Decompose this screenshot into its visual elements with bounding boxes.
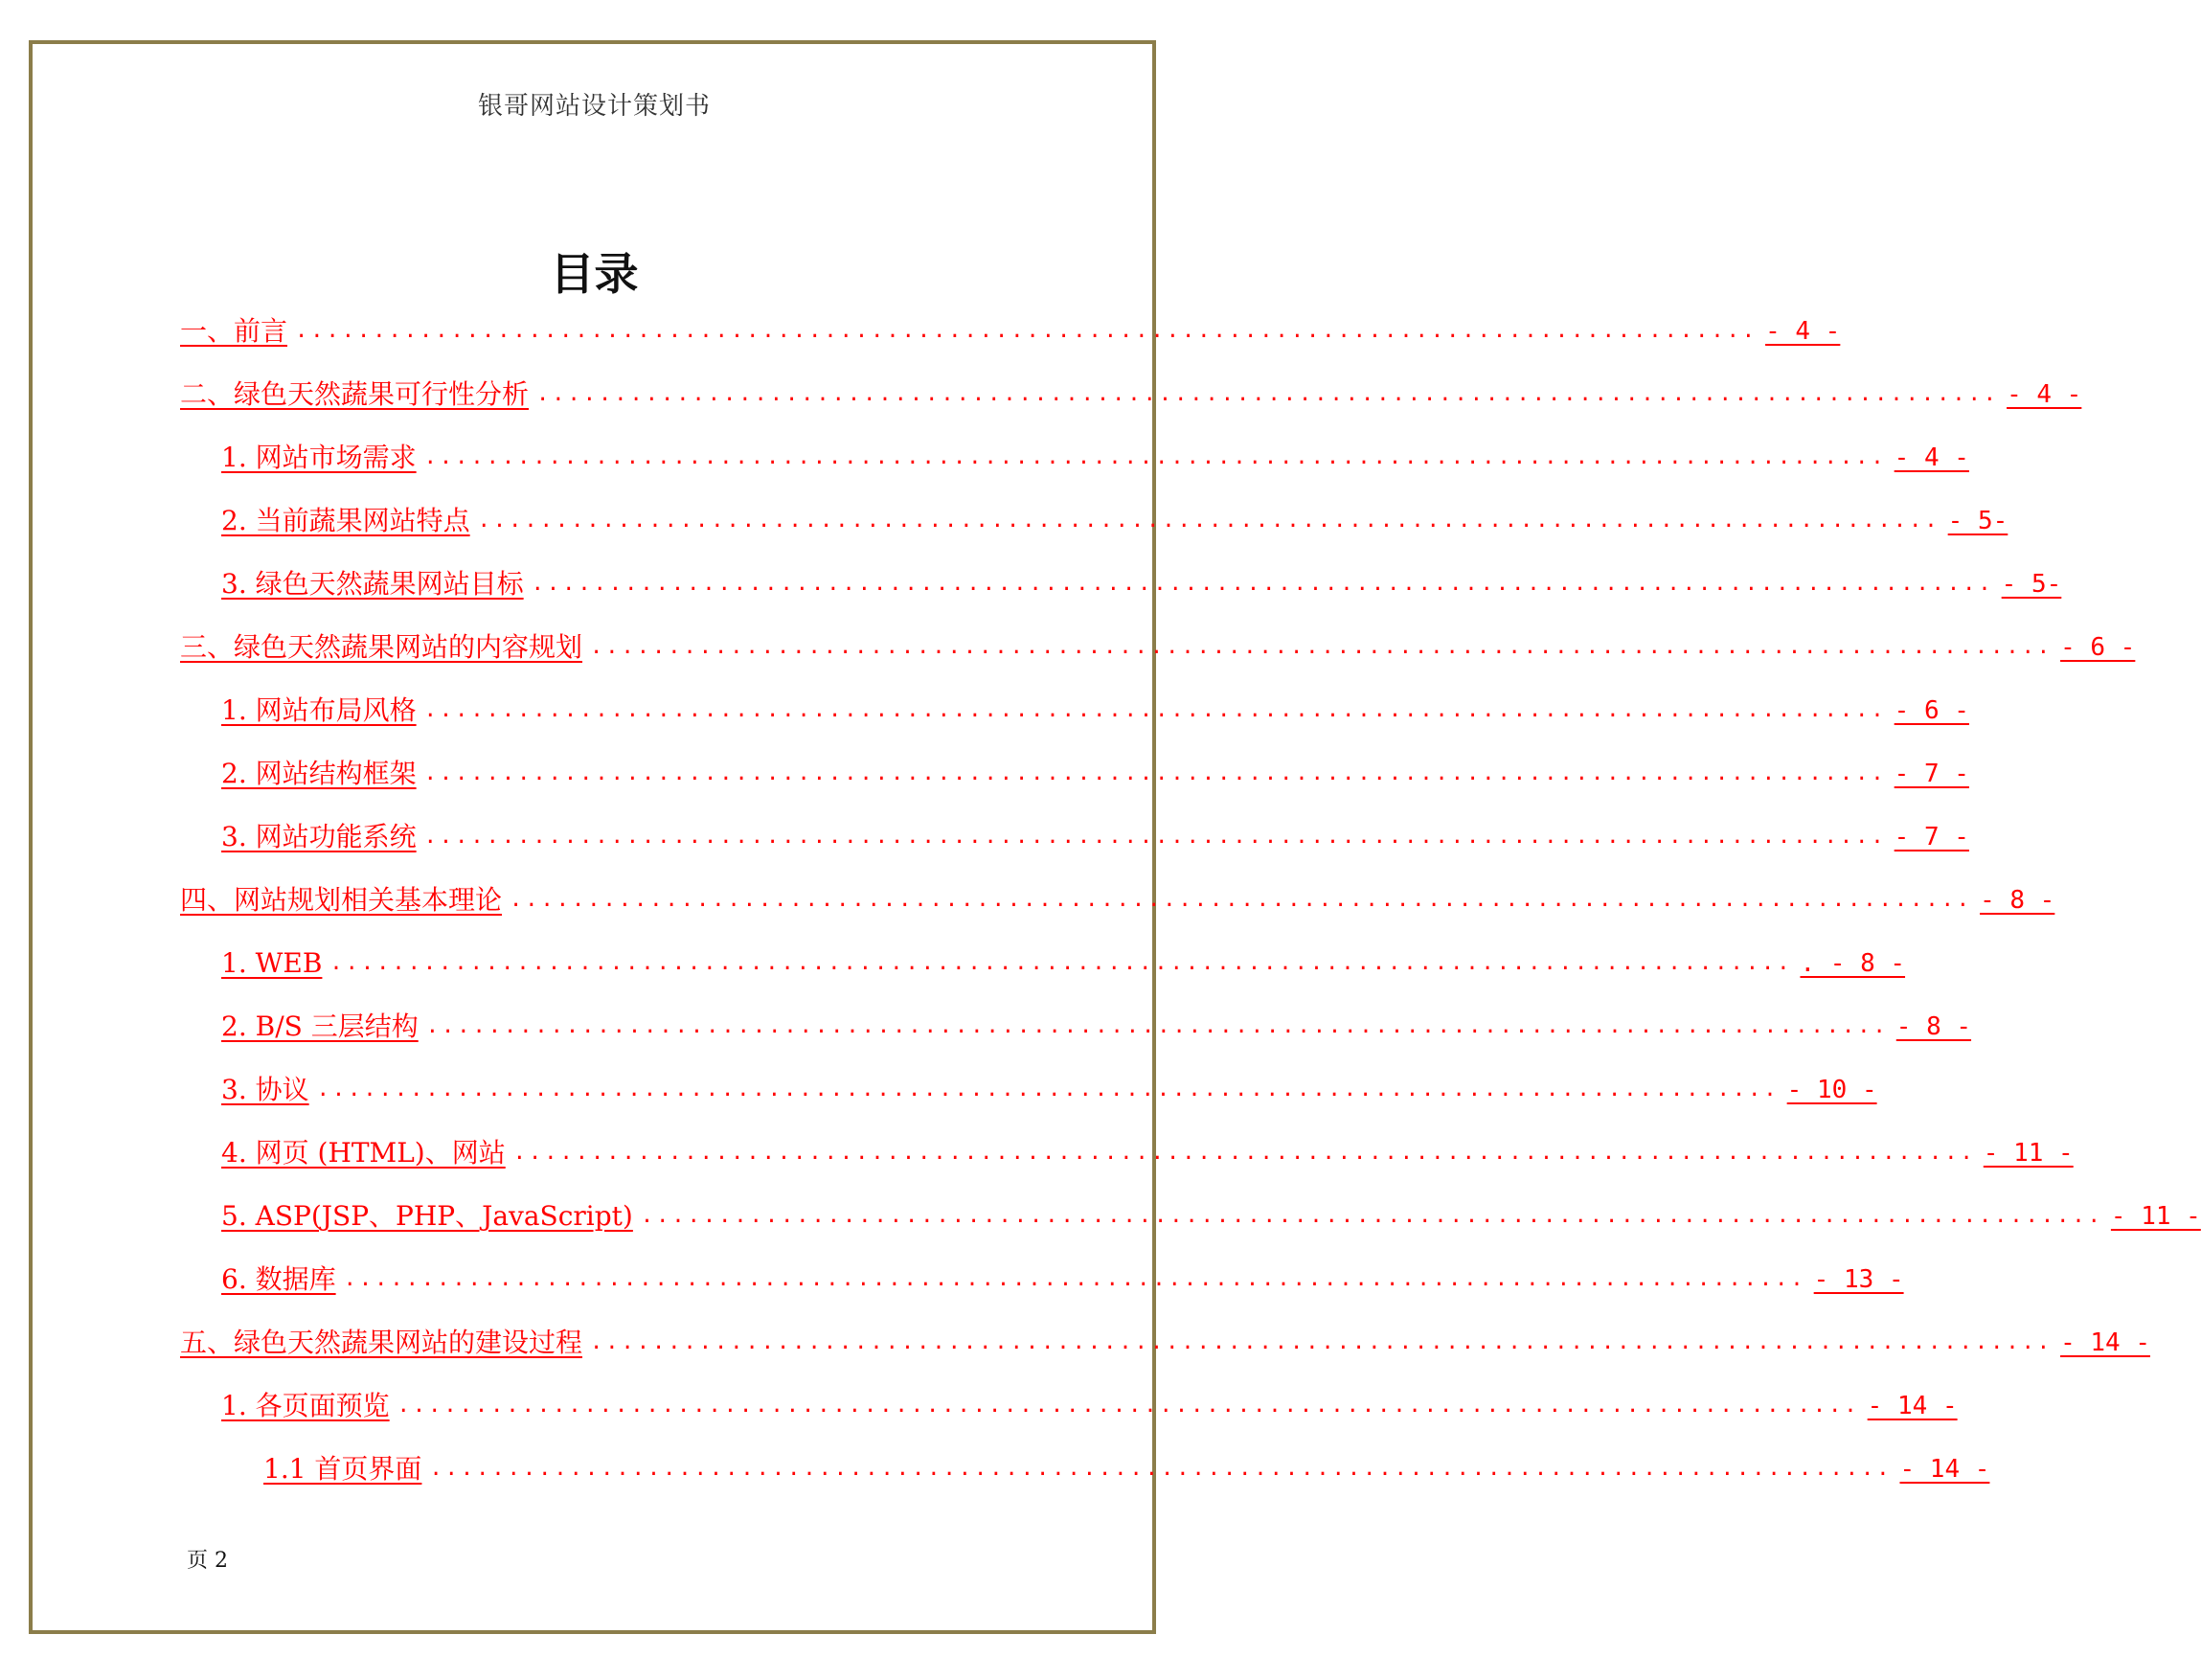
toc-entry-label: 1. 各页面预览 bbox=[221, 1390, 390, 1421]
document-header: 银哥网站设计策划书 bbox=[477, 92, 711, 121]
toc-entry-page: - 14 - bbox=[1867, 1392, 1958, 1420]
toc-entry-page: - 6 - bbox=[1894, 696, 1969, 725]
toc-title: 目录 bbox=[550, 248, 639, 300]
toc-entry-current-features[interactable] bbox=[221, 499, 2008, 537]
toc-entry-label: 3. 协议 bbox=[221, 1074, 309, 1105]
toc-entry-protocol[interactable] bbox=[221, 1068, 1877, 1106]
toc-leader-dots: .............................................................................................. bbox=[536, 382, 2000, 406]
toc-leader-dots: .............................................................................................. bbox=[316, 1078, 1780, 1101]
toc-leader-dots: .............................................................................................. bbox=[531, 572, 1994, 596]
toc-entry-page: . - 8 - bbox=[1800, 949, 1906, 978]
toc-leader-dots: .............................................................................................. bbox=[423, 761, 1887, 785]
toc-entry-structure[interactable] bbox=[221, 752, 1969, 790]
toc-entry-function-system[interactable] bbox=[221, 815, 1969, 853]
toc-entry-label: 3. 绿色天然蔬果网站目标 bbox=[221, 568, 524, 600]
toc-leader-dots: .............................................................................................. bbox=[512, 1141, 1976, 1165]
toc-leader-dots: .............................................................................................. bbox=[640, 1204, 2103, 1228]
toc-entry-page: - 6 - bbox=[2060, 633, 2136, 662]
toc-leader-dots: .............................................................................................. bbox=[343, 1267, 1806, 1291]
toc-leader-dots: .............................................................................................. bbox=[397, 1394, 1860, 1418]
toc-leader-dots: .............................................................................................. bbox=[423, 445, 1887, 469]
toc-leader-dots: .............................................................................................. bbox=[295, 319, 1759, 343]
toc-entry-page: - 14 - bbox=[2060, 1328, 2150, 1357]
toc-entry-label: 1. WEB bbox=[221, 947, 323, 979]
toc-entry-page: - 8 - bbox=[1980, 886, 2055, 915]
toc-entry-market-demand[interactable] bbox=[221, 436, 1969, 474]
toc-leader-dots: .............................................................................................. bbox=[423, 825, 1887, 849]
toc-entry-label: 1. 网站布局风格 bbox=[221, 694, 417, 726]
toc-entry-page: - 13 - bbox=[1813, 1265, 1904, 1294]
toc-entry-page: - 14 - bbox=[1899, 1455, 1990, 1484]
toc-entry-label: 2. B/S 三层结构 bbox=[221, 1010, 419, 1042]
toc-entry-label: 2. 当前蔬果网站特点 bbox=[221, 505, 470, 536]
toc-entry-theory[interactable] bbox=[180, 878, 2055, 917]
toc-entry-page-preview[interactable] bbox=[221, 1384, 1958, 1422]
toc-entry-label: 6. 数据库 bbox=[221, 1263, 336, 1295]
toc-leader-dots: .............................................................................................. bbox=[429, 1457, 1893, 1481]
toc-entry-home-page[interactable] bbox=[263, 1447, 1990, 1486]
toc-leader-dots: .............................................................................................. bbox=[590, 635, 2054, 659]
toc-leader-dots: .............................................................................................. bbox=[590, 1330, 2054, 1354]
toc-entry-label: 4. 网页 (HTML)、网站 bbox=[221, 1137, 506, 1169]
toc-entry-bs-architecture[interactable] bbox=[221, 1005, 1972, 1043]
toc-entry-label: 一、前言 bbox=[180, 315, 288, 347]
toc-entry-page: - 7 - bbox=[1894, 823, 1969, 851]
toc-entry-page: - 7 - bbox=[1894, 760, 1969, 788]
toc-entry-html-website[interactable] bbox=[221, 1131, 2074, 1169]
toc-entry-site-goals[interactable] bbox=[221, 562, 2062, 601]
toc-entry-page: - 4 - bbox=[2007, 380, 2082, 409]
toc-leader-dots: .............................................................................................. bbox=[329, 951, 1793, 975]
toc-entry-page: - 8 - bbox=[1895, 1012, 1972, 1041]
toc-entry-feasibility[interactable] bbox=[180, 373, 2082, 411]
toc-leader-dots: .............................................................................................. bbox=[477, 509, 1940, 533]
toc-entry-database[interactable] bbox=[221, 1258, 1904, 1296]
toc-entry-label: 1.1 首页界面 bbox=[263, 1453, 422, 1485]
toc-entry-web[interactable] bbox=[221, 942, 1906, 980]
toc-entry-page: - 11 - bbox=[1983, 1139, 2074, 1168]
toc-leader-dots: .............................................................................................. bbox=[423, 698, 1887, 722]
toc-entry-preface[interactable] bbox=[180, 309, 1841, 348]
toc-entry-label: 2. 网站结构框架 bbox=[221, 758, 417, 789]
toc-entry-label: 四、网站规划相关基本理论 bbox=[180, 884, 503, 916]
page-number: 页 2 bbox=[187, 1549, 228, 1573]
toc-entry-layout-style[interactable] bbox=[221, 689, 1969, 727]
toc-entry-construction[interactable] bbox=[180, 1321, 2150, 1359]
toc-entry-label: 五、绿色天然蔬果网站的建设过程 bbox=[180, 1327, 583, 1358]
toc-entry-page: - 4 - bbox=[1894, 443, 1969, 472]
toc-leader-dots: .............................................................................................. bbox=[425, 1014, 1889, 1038]
toc-entry-label: 1. 网站市场需求 bbox=[221, 442, 417, 473]
toc-entry-label: 三、绿色天然蔬果网站的内容规划 bbox=[180, 631, 583, 663]
toc-entry-page: - 5- bbox=[2001, 570, 2062, 599]
toc-entry-page: - 10 - bbox=[1786, 1076, 1877, 1104]
toc-entry-asp[interactable] bbox=[221, 1194, 2201, 1233]
toc-entry-page: - 11 - bbox=[2110, 1202, 2201, 1231]
toc-entry-label: 二、绿色天然蔬果可行性分析 bbox=[180, 378, 530, 410]
toc-entry-label: 3. 网站功能系统 bbox=[221, 821, 417, 852]
toc-entry-label: 5. ASP(JSP、PHP、JavaScript) bbox=[221, 1200, 633, 1232]
toc-entry-page: - 4 - bbox=[1765, 317, 1841, 346]
toc-entry-content-planning[interactable] bbox=[180, 625, 2136, 664]
toc-entry-page: - 5- bbox=[1947, 507, 2008, 535]
toc-leader-dots: .............................................................................................. bbox=[510, 888, 1973, 912]
